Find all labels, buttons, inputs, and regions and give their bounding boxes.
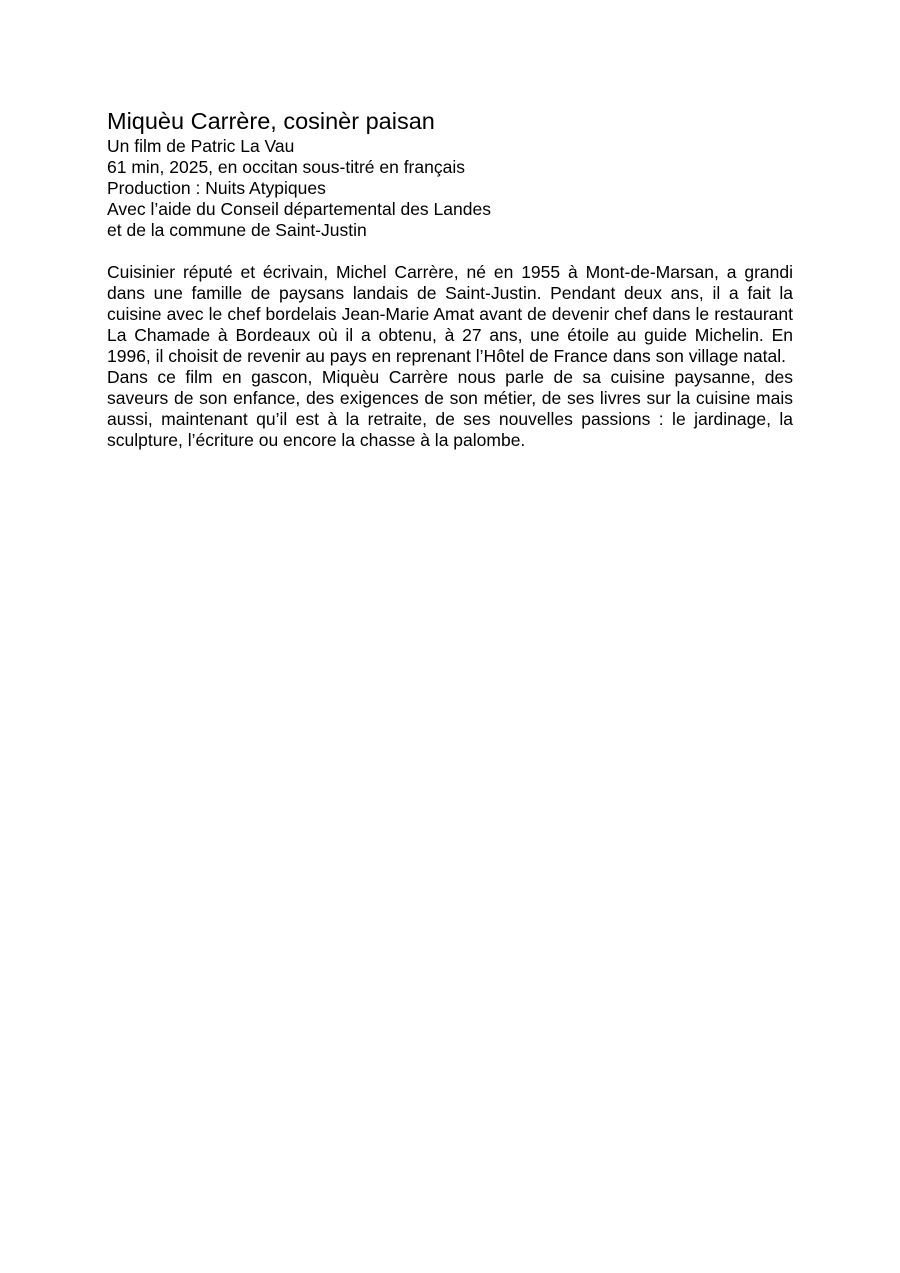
credit-duration-year-language: 61 min, 2025, en occitan sous-titré en français	[107, 157, 465, 177]
document-page	[107, 106, 793, 451]
synopsis-paragraph: Cuisinier réputé et écrivain, Michel Carrère, né en 1955 à Mont-de-Marsan, a grandi dans une famille de paysans landais de Saint-Justin. Pendant deux ans, il a fait la cuisine avec le chef bordelais Jean-Marie Amat avant de devenir chef dans le restaurant La Chamade à Bordeaux où il a obtenu, à 27 ans, une étoile au guide Michelin. En 1996, il choisit de revenir au pays en reprenant l’Hôtel de France dans son village natal.	[107, 262, 793, 366]
credit-support-line-1: Avec l’aide du Conseil départemental des Landes	[107, 199, 491, 219]
synopsis-paragraph: Dans ce film en gascon, Miquèu Carrère nous parle de sa cuisine paysanne, des saveurs de son enfance, des exigences de son métier, de ses livres sur la cuisine mais aussi, maintenant qu’il est à la retraite, de ses nouvelles passions : le jardinage, la sculpture, l’écriture ou encore la chasse à la palombe.	[107, 367, 793, 450]
credit-production: Production : Nuits Atypiques	[107, 178, 326, 198]
credit-director: Un film de Patric La Vau	[107, 136, 295, 156]
document-title: Miquèu Carrère, cosinèr paisan	[107, 108, 435, 134]
synopsis	[107, 262, 793, 451]
credit-support-line-2: et de la commune de Saint-Justin	[107, 220, 367, 240]
film-credits	[107, 136, 793, 241]
